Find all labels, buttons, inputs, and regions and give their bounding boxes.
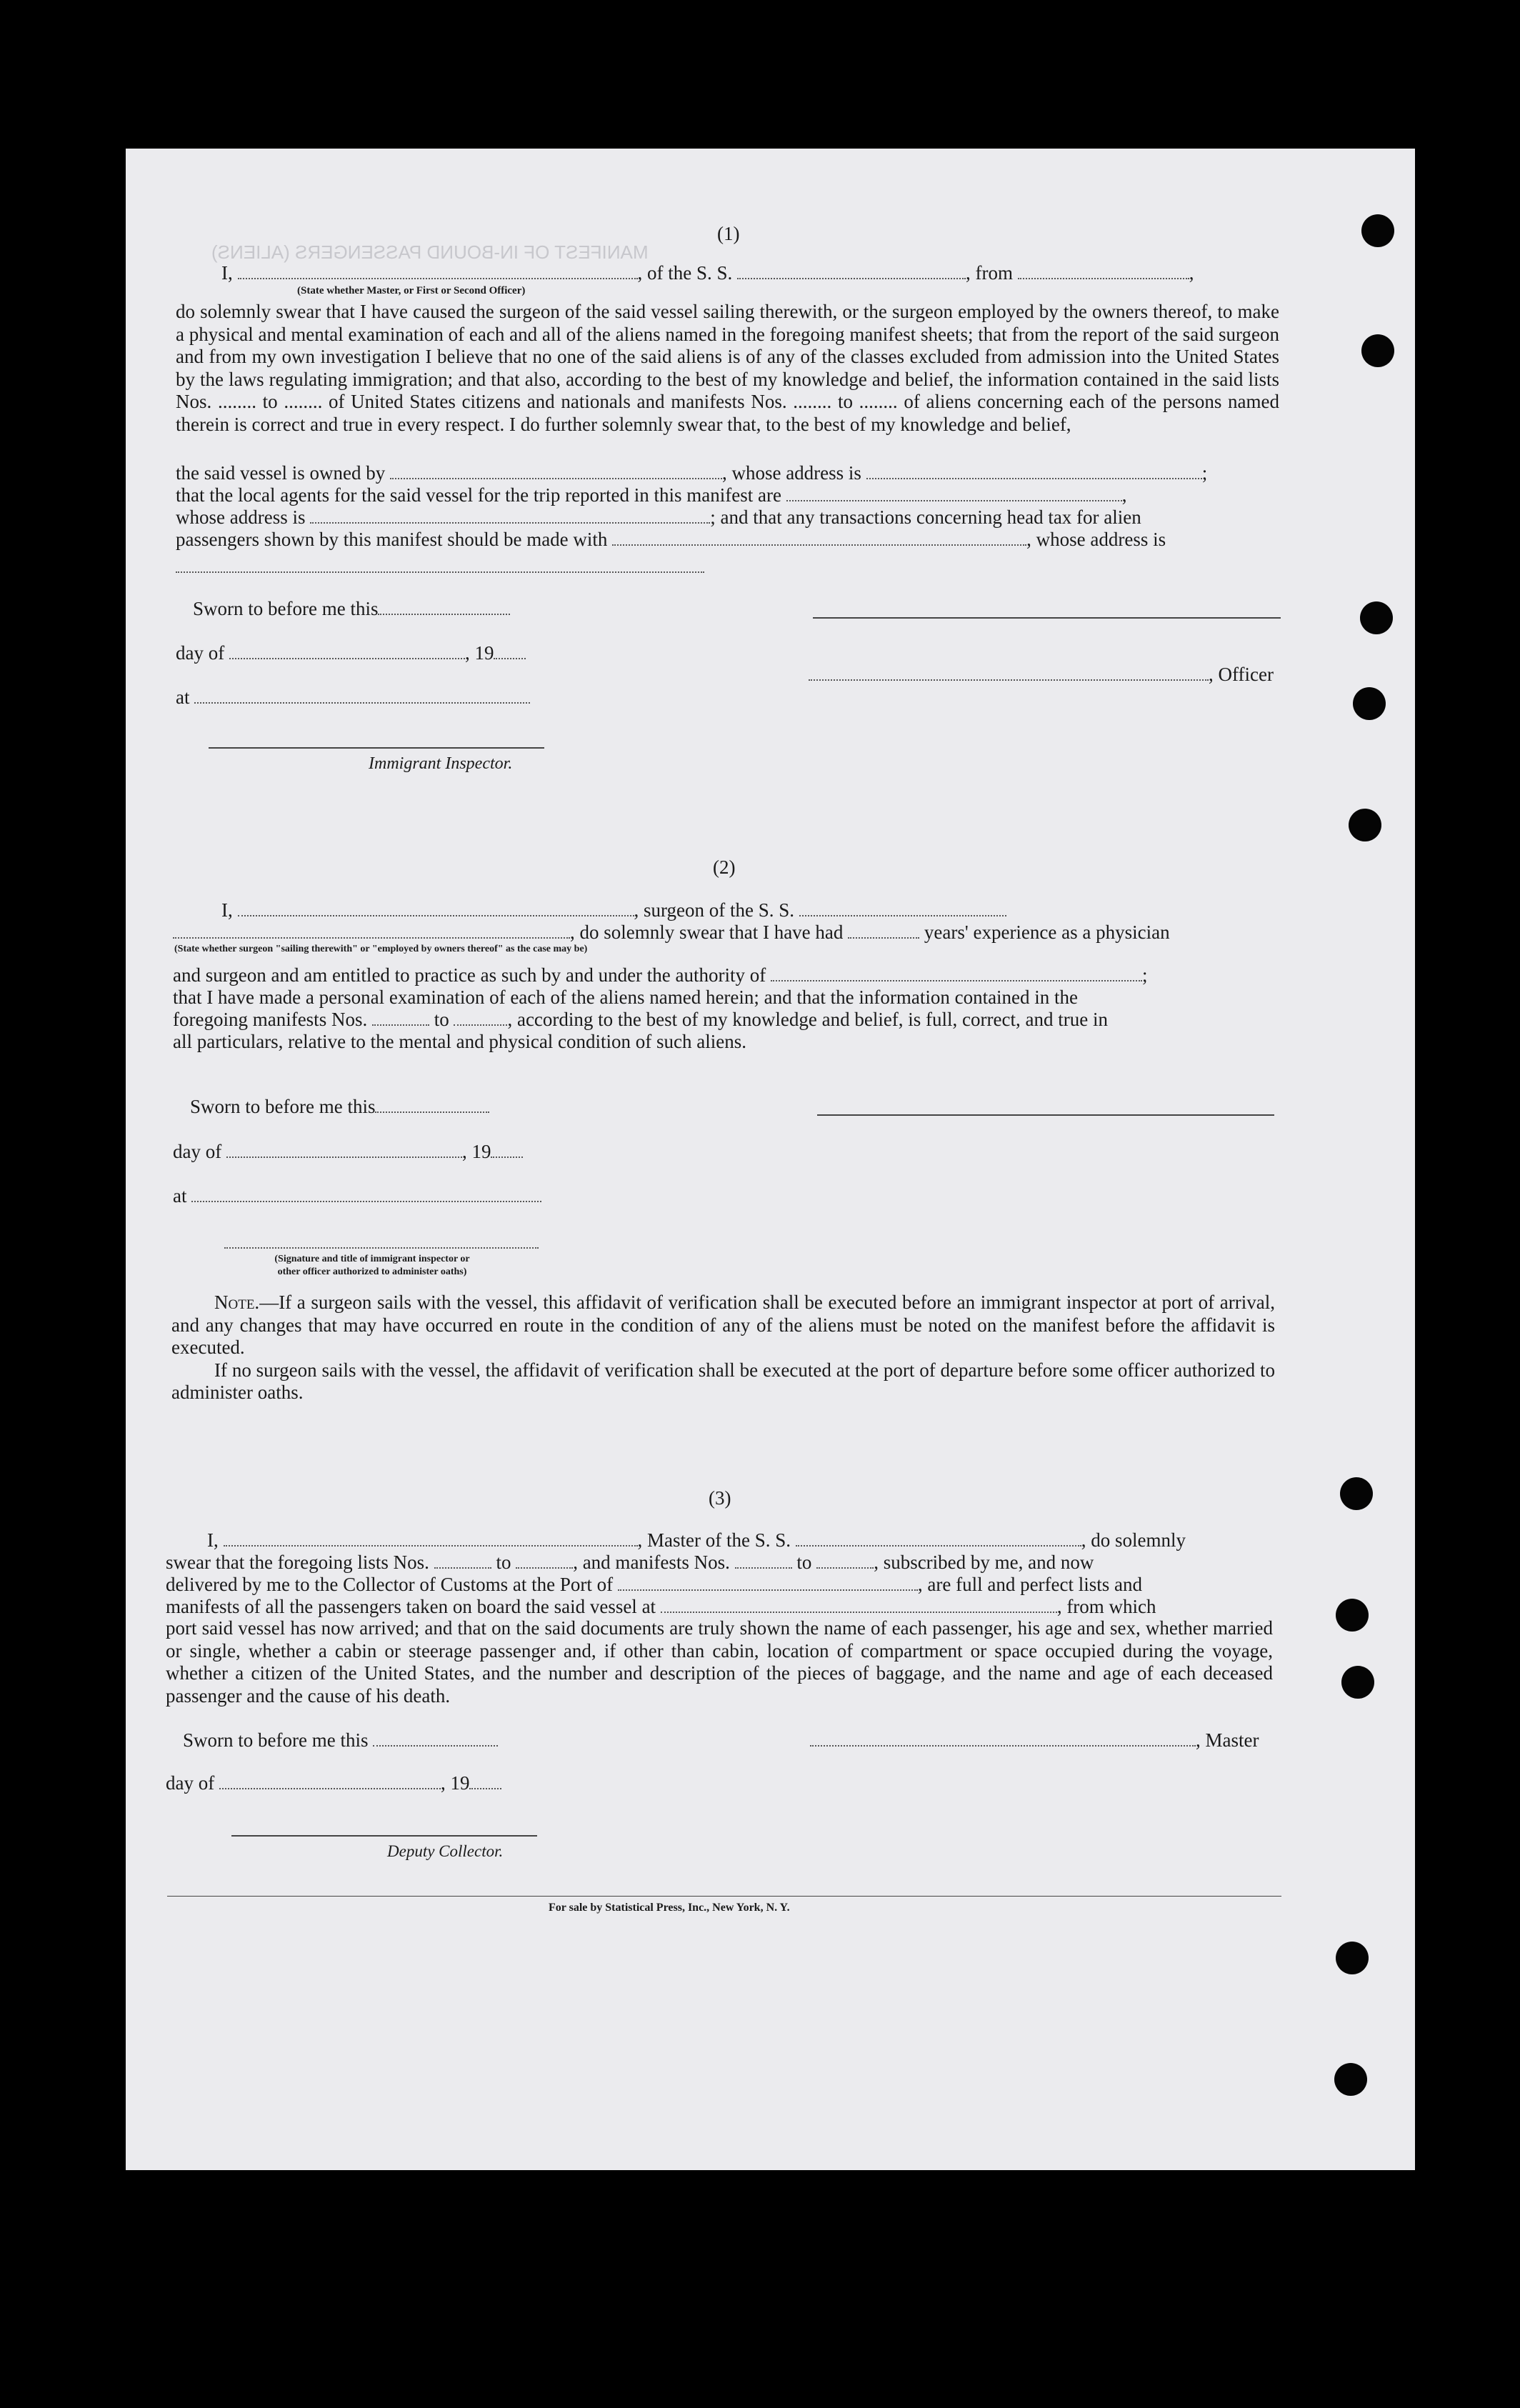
officer-signature-field[interactable]	[809, 665, 1209, 681]
manifest-from-field-2[interactable]	[372, 1010, 429, 1026]
lists-to-field[interactable]	[516, 1553, 573, 1569]
section2-manifests-line: foregoing manifests Nos. to , according to the best of my knowledge and belief, is full, correct, and true in	[173, 1009, 1108, 1030]
footer-rule	[167, 1896, 1281, 1897]
master-signature-field[interactable]	[810, 1731, 1196, 1747]
section2-body-b: that I have made a personal examination of each of the aliens named herein; and that the information contained in the	[173, 986, 1079, 1008]
section2-line2: , do solemnly swear that I have had years' experience as a physician	[173, 921, 1170, 944]
manifests-from-field-3[interactable]	[735, 1553, 792, 1569]
punch-hole	[1361, 334, 1394, 367]
agents-field[interactable]	[786, 486, 1122, 501]
punch-hole	[1353, 687, 1386, 720]
manifest-to-field-2[interactable]	[454, 1010, 507, 1026]
section3-body: port said vessel has now arrived; and that on the said documents are truly shown the name of each passenger, his age and sex, whether married or single, whether a cabin or steerage passenger and, if other than cabin, location of compartment or space occupied during the voyage, whether a citizen of the United States, and the number and description of the pieces of baggage, and the name and age of each deceased passenger and the cause of his death.	[166, 1617, 1273, 1707]
port-field[interactable]	[618, 1575, 918, 1591]
section2-note: Note.—If a surgeon sails with the vessel, this affidavit of verification shall be executed before an immigrant inspector at port of arrival, and any changes that may have occurred en route in the condition of any of the aliens must be noted on the manifest before the affidavit is executed. If no surgeon sails with the vessel, the affidavit of verification shall be executed at the port of departure before some officer authorized to administer oaths.	[171, 1292, 1275, 1403]
years-experience-field[interactable]	[848, 923, 919, 939]
punch-hole	[1336, 1599, 1369, 1632]
owner-field[interactable]	[390, 464, 722, 479]
at-field-1[interactable]	[194, 688, 530, 704]
owner-address-field[interactable]	[866, 464, 1202, 479]
inspector-caption: Immigrant Inspector.	[369, 754, 513, 773]
section1-officer-line: , Officer	[809, 663, 1274, 686]
boarding-port-field[interactable]	[661, 1597, 1057, 1613]
punch-hole	[1341, 1666, 1374, 1699]
form-page	[126, 149, 1415, 2170]
vessel-name-field[interactable]	[737, 264, 966, 279]
section1-owned-line: the said vessel is owned by , whose address is ;	[176, 462, 1208, 484]
section1-passengers-line: passengers shown by this manifest should be made with , whose address is	[176, 529, 1166, 550]
section3-line3: delivered by me to the Collector of Customs at the Port of , are full and perfect lists and	[166, 1574, 1143, 1595]
section3-day-of: day of , 19	[166, 1772, 501, 1794]
section2-body-d: all particulars, relative to the mental and physical condition of such aliens.	[173, 1031, 746, 1052]
section2-sig-caption: (Signature and title of immigrant inspector or other officer authorized to administer oaths)	[274, 1254, 470, 1277]
officer-name-field[interactable]	[238, 264, 638, 279]
section3-number: (3)	[709, 1487, 731, 1509]
year-field-1[interactable]	[494, 644, 526, 659]
section1-agents-line: that the local agents for the said vessel for the trip reported in this manifest are ,	[176, 484, 1127, 506]
section3-sworn: Sworn to before me this	[183, 1729, 498, 1752]
punch-hole	[1349, 809, 1381, 841]
sworn-date-field-2[interactable]	[375, 1097, 489, 1113]
lists-from-field[interactable]	[434, 1553, 491, 1569]
year-field-3[interactable]	[469, 1774, 501, 1789]
master-vessel-field[interactable]	[796, 1531, 1081, 1547]
year-field-2[interactable]	[491, 1142, 523, 1158]
surgeon-status-field[interactable]	[173, 923, 570, 939]
section2-day-of: day of , 19	[173, 1140, 523, 1163]
inspector-signature-line-2[interactable]	[224, 1247, 539, 1249]
section1-day-of: day of , 19	[176, 641, 526, 664]
section1-number: (1)	[717, 223, 740, 244]
section2-authority-line: and surgeon and am entitled to practice as such by and under the authority of ;	[173, 964, 1148, 986]
deputy-signature-line[interactable]	[231, 1835, 537, 1837]
punch-hole	[1361, 214, 1394, 247]
section1-sworn: Sworn to before me this	[193, 597, 510, 620]
surgeon-vessel-field[interactable]	[799, 901, 1006, 916]
sworn-date-field-3[interactable]	[373, 1731, 498, 1747]
note-label: Note.	[214, 1292, 260, 1313]
section3-line1: I, , Master of the S. S. , do solemnly	[207, 1529, 1186, 1551]
agents-address-field[interactable]	[310, 508, 710, 524]
section1-line1: I, , of the S. S. , from ,	[221, 262, 1194, 284]
section2-line1: I, , surgeon of the S. S.	[221, 899, 1006, 921]
section1-whose-line: whose address is ; and that any transactions concerning head tax for alien	[176, 506, 1141, 528]
at-field-2[interactable]	[191, 1186, 541, 1202]
sworn-date-field-1[interactable]	[378, 599, 510, 615]
section3-line2: swear that the foregoing lists Nos. to , and manifests Nos. to , subscribed by me, and now	[166, 1552, 1094, 1573]
section1-body: do solemnly swear that I have caused the surgeon of the said vessel sailing therewith, or the surgeon employed by the owners thereof, to make a physical and mental examination of each and all of the aliens named in the foregoing manifest sheets; that from the report of the said surgeon and from my own investigation I believe that no one of the said aliens is of any of the classes excluded from admission into the United States by the laws regulating immigration; and that also, according to the best of my knowledge and belief, the information contained in the said lists Nos. ........ to ........ of United States citizens and nationals and manifests Nos. ........ to ........ of aliens concerning each of the persons named therein is correct and true in every respect. I do further solemnly swear that, to the best of my knowledge and belief,	[176, 301, 1279, 435]
section1-caption: (State whether Master, or First or Second Officer)	[297, 285, 526, 296]
day-field-2[interactable]	[226, 1142, 462, 1158]
bleed-through-text: MANIFEST OF IN-BOUND PASSENGERS (ALIENS)	[211, 241, 649, 263]
from-port-field[interactable]	[1018, 264, 1189, 279]
section3-master-line: , Master	[810, 1729, 1259, 1752]
punch-hole	[1360, 601, 1393, 634]
section2-at: at	[173, 1184, 541, 1207]
punch-hole	[1336, 1942, 1369, 1974]
surgeon-signature-line[interactable]	[817, 1114, 1274, 1116]
head-tax-address-field[interactable]	[176, 571, 704, 573]
surgeon-name-field[interactable]	[238, 901, 634, 916]
inspector-signature-line[interactable]	[209, 747, 544, 749]
section1-at: at	[176, 686, 530, 709]
day-field-3[interactable]	[219, 1774, 441, 1789]
section2-caption: (State whether surgeon "sailing therewith" or "employed by owners thereof" as the case may be)	[174, 944, 588, 954]
authority-field[interactable]	[771, 966, 1142, 981]
footer-text: For sale by Statistical Press, Inc., New York, N. Y.	[549, 1902, 790, 1914]
section2-number: (2)	[713, 856, 736, 878]
punch-hole	[1334, 2063, 1367, 2096]
head-tax-field[interactable]	[612, 530, 1026, 546]
master-name-field[interactable]	[224, 1531, 638, 1547]
deputy-caption: Deputy Collector.	[387, 1842, 504, 1860]
punch-hole	[1340, 1477, 1373, 1510]
manifests-to-field-3[interactable]	[816, 1553, 874, 1569]
section3-line4: manifests of all the passengers taken on board the said vessel at , from which	[166, 1596, 1156, 1617]
day-field-1[interactable]	[229, 644, 465, 659]
section2-sworn: Sworn to before me this	[190, 1095, 489, 1118]
officer-signature-line-1[interactable]	[813, 617, 1281, 619]
